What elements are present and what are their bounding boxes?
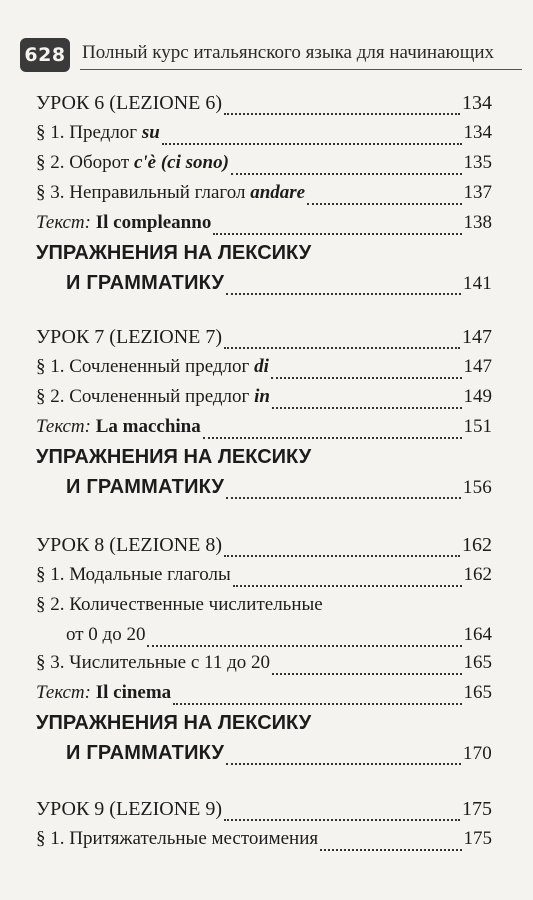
toc-entry-l6-s2[interactable] [36,152,492,182]
toc-entry-lesson-8[interactable] [36,534,492,564]
toc-entry-title: § 3. Неправильный глагол [36,182,251,203]
text-label: Текст: [36,212,91,233]
toc-entry-l8-text[interactable] [36,682,492,712]
toc-entry-page: 175 [462,798,492,820]
exercises-heading-line1: УПРАЖНЕНИЯ НА ЛЕКСИКУ [36,242,312,264]
toc-entry-lesson-6[interactable] [36,92,492,122]
toc-entry-page: 147 [462,326,492,348]
toc-entry-term: su [141,122,160,143]
toc-entry-page: 162 [463,564,492,585]
leader-dots [226,496,461,499]
exercises-heading-line2: И ГРАММАТИКУ [66,272,225,294]
toc-entry-term: c'è (ci sono) [133,152,229,173]
leader-dots [226,292,461,295]
leader-dots [233,584,462,587]
toc-entry-l7-text[interactable] [36,416,492,446]
leader-dots [320,848,461,851]
toc-entry-page: 162 [462,534,492,556]
leader-dots [231,172,462,175]
toc-entry-title: от 0 до 20 [66,624,146,645]
toc-entry-title: § 2. Сочлененный предлог [36,386,255,407]
toc-entry-page: 165 [463,652,492,673]
leader-dots [224,346,460,349]
toc-entry-title: § 1. Модальные глаголы [36,564,231,585]
toc-entry-title: УРОК 9 (LEZIONE 9) [36,798,223,820]
toc-entry-title: УРОК 7 (LEZIONE 7) [36,326,223,348]
toc-entry-page: 141 [462,273,492,294]
toc-entry-title: Il compleanno [95,212,212,233]
toc-entry-page: 134 [463,122,492,143]
text-label: Текст: [36,416,91,437]
exercises-heading-line2: И ГРАММАТИКУ [66,476,225,498]
running-title: Полный курс итальянского языка для начинающих [82,42,495,63]
toc-entry-title: Il cinema [95,682,172,703]
toc-entry-term: andare [250,182,306,203]
exercises-heading-line1: УПРАЖНЕНИЯ НА ЛЕКСИКУ [36,446,312,468]
toc-entry-l7-exercises[interactable] [66,476,492,506]
toc-entry-lesson-7[interactable] [36,326,492,356]
toc-entry-page: 147 [463,356,492,377]
leader-dots [307,202,461,205]
toc-entry-l6-exercises[interactable] [66,272,492,302]
toc-entry-title: УРОК 6 (LEZIONE 6) [36,92,223,114]
leader-dots [224,818,460,821]
toc-entry-title: § 1. Сочлененный предлог [36,356,255,377]
leader-dots [271,376,462,379]
exercises-heading-line2: И ГРАММАТИКУ [66,742,225,764]
leader-dots [226,762,461,765]
toc-entry-page: 137 [463,182,492,203]
leader-dots [272,672,462,675]
toc-entry-page: 134 [462,92,492,114]
leader-dots [147,644,461,647]
toc-entry-page: 175 [463,828,492,849]
toc-entry-l7-s2[interactable] [36,386,492,416]
page-number-badge: 628 [20,38,70,72]
toc-entry-title: § 2. Оборот [36,152,134,173]
text-label: Текст: [36,682,91,703]
leader-dots [272,406,462,409]
toc-entry-l8-s2-line1: § 2. Количественные числительные [36,594,323,615]
toc-entry-lesson-9[interactable] [36,798,492,828]
leader-dots [203,436,462,439]
toc-entry-l6-s3[interactable] [36,182,492,212]
toc-entry-l6-s1[interactable] [36,122,492,152]
toc-entry-page: 149 [463,386,492,407]
toc-entry-l9-s1[interactable] [36,828,492,858]
toc-entry-page: 138 [463,212,492,233]
toc-entry-page: 170 [462,743,492,764]
leader-dots [224,112,460,115]
toc-entry-page: 164 [463,624,492,645]
leader-dots [173,702,461,705]
toc-entry-page: 151 [463,416,492,437]
toc-entry-page: 135 [463,152,492,173]
toc-entry-l6-text[interactable] [36,212,492,242]
toc-entry-page: 156 [462,477,492,498]
toc-entry-page: 165 [463,682,492,703]
toc-entry-term: di [254,356,269,377]
toc-entry-term: in [254,386,270,407]
toc-entry-l8-s1[interactable] [36,564,492,594]
toc-entry-title: § 3. Числительные с 11 до 20 [36,652,270,673]
toc-entry-l8-exercises[interactable] [66,742,492,772]
leader-dots [213,232,461,235]
toc-entry-l7-s1[interactable] [36,356,492,386]
toc-entry-title: La macchina [95,416,201,437]
exercises-heading-line1: УПРАЖНЕНИЯ НА ЛЕКСИКУ [36,712,312,734]
toc-entry-title: § 1. Предлог [36,122,142,143]
leader-dots [162,142,462,145]
toc-entry-title: § 1. Притяжательные местоимения [36,828,319,849]
toc-entry-l8-s2[interactable] [66,624,492,654]
toc-entry-title: УРОК 8 (LEZIONE 8) [36,534,223,556]
toc-entry-l8-s3[interactable] [36,652,492,682]
leader-dots [224,554,460,557]
